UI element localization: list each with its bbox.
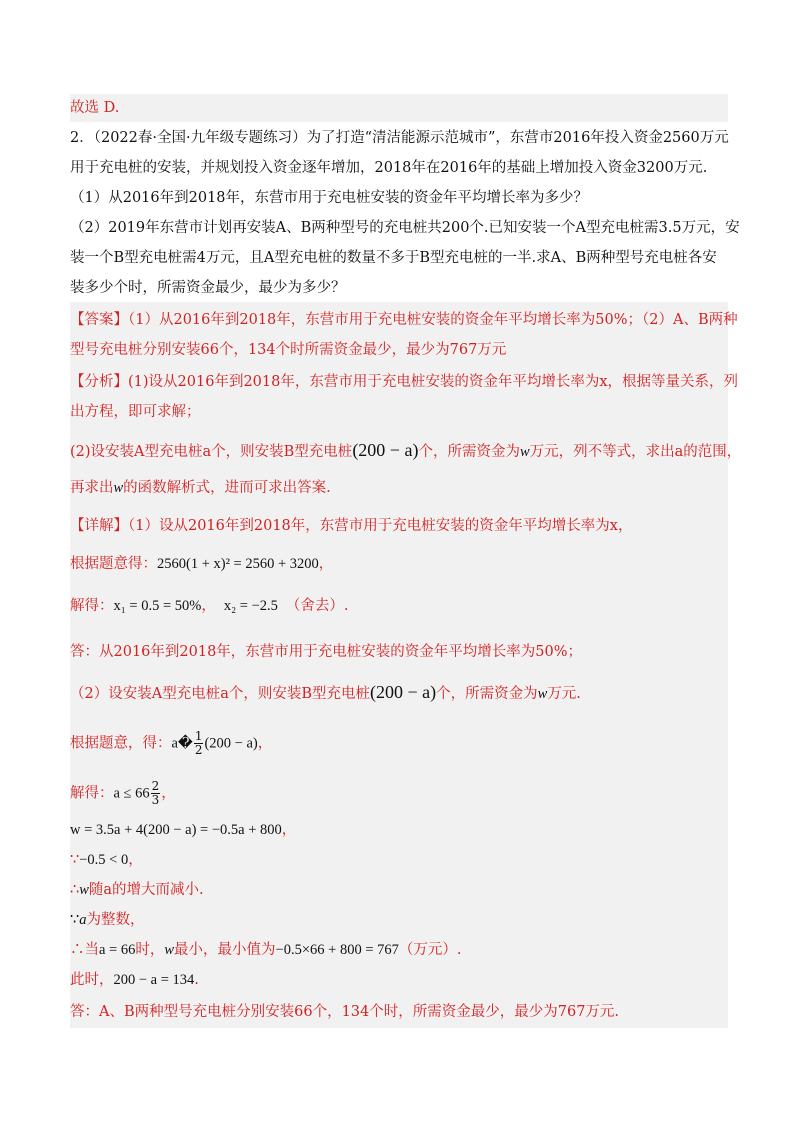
fraction-numerator: 1 [194, 729, 203, 743]
text: ， [281, 822, 297, 838]
fraction-denominator: 3 [151, 793, 160, 807]
detail-line [70, 730, 272, 757]
text: （2）设安装A型充电桩a个，则安装B型充电桩 [70, 686, 370, 702]
math-expr: a ≤ 66 [113, 785, 150, 802]
analysis-line: 出方程，即可求解； [70, 404, 201, 420]
math-var: a [79, 912, 87, 928]
detail-line [70, 970, 199, 990]
question-part-2: 装多少个时，所需资金最少，最少为多少？ [70, 280, 346, 296]
text: 最小，最小值为 [174, 942, 276, 958]
fraction [194, 730, 204, 757]
detail-line: 答：从2016年到2018年，东营市用于充电桩安装的资金年平均增长率为50%； [70, 644, 583, 660]
text: 解得： [70, 785, 114, 802]
analysis-line [70, 478, 331, 498]
text: 解得： [70, 598, 114, 614]
math-var: w [79, 882, 89, 898]
text: ， [201, 598, 216, 614]
detail-line [70, 940, 462, 960]
detail-line [70, 850, 143, 870]
text: 随a的增大而减小. [88, 882, 204, 898]
math-root: x₂ = −2.5 [223, 598, 278, 614]
math-var: w [537, 686, 548, 702]
analysis-line [70, 440, 741, 462]
text: ， [128, 852, 143, 868]
math-equation: 2560(1 + x)² = 2560 + 3200 [157, 556, 319, 572]
math-var: w [519, 444, 530, 460]
math-equation: w = 3.5a + 4(200 − a) = −0.5a + 800 [70, 822, 282, 838]
math-expr: (200 − a) [352, 440, 419, 460]
text: ， [318, 556, 334, 572]
text: （舍去）. [285, 598, 349, 614]
text: ∵ [70, 852, 80, 868]
math-expr: −0.5×66 + 800 = 767 [275, 942, 399, 958]
fraction-denominator: 2 [194, 743, 203, 757]
answer-line: 【答案】（1）从2016年到2018年，东营市用于充电桩安装的资金年平均增长率为50%；（2）A、B两种 [70, 312, 738, 328]
text: 个，所需资金为 [436, 686, 538, 702]
detail-line [70, 780, 176, 807]
question-part-1: （1）从2016年到2018年，东营市用于充电桩安装的资金年平均增长率为多少？ [70, 190, 589, 206]
detail-line [70, 682, 581, 704]
fraction-numerator: 2 [151, 779, 160, 793]
text: 个，所需资金为 [418, 444, 520, 460]
text: 根据题意，得： [70, 735, 172, 752]
text: 再求出 [70, 480, 114, 496]
math-expr: a� [171, 735, 193, 752]
text: . [194, 972, 199, 988]
analysis-line: 【分析】(1)设从2016年到2018年，东营市用于充电桩安装的资金年平均增长率为x，根据等量关系，列 [70, 374, 739, 390]
text: (2)设安装A型充电桩a个，则安装B型充电桩 [70, 444, 353, 460]
question-part-2: 装一个B型充电桩需4万元，且A型充电桩的数量不多于B型充电桩的一半.求A、B两种型号充电桩各安 [70, 250, 717, 266]
detail-line [70, 596, 349, 616]
detail-line [70, 820, 296, 840]
solution-shade-top [70, 94, 728, 122]
math-var: w [164, 942, 175, 958]
math-root: x₁ = 0.5 = 50% [113, 598, 202, 614]
text: ∵ [70, 912, 80, 928]
answer-line: 型号充电桩分别安装66个，134个时所需资金最少，最少为767万元 [70, 342, 507, 358]
text: ∴ [70, 882, 80, 898]
text: 万元. [547, 686, 581, 702]
text: 的函数解析式，进而可求出答案. [123, 480, 331, 496]
math-expr: a = 66 [99, 942, 136, 958]
text: 此时， [70, 972, 114, 988]
text: （万元）. [398, 942, 462, 958]
text: ， [161, 785, 176, 802]
text: 万元，列不等式，求出a的范围， [529, 444, 742, 460]
final-answer-line: 答：A、B两种型号充电桩分别安装66个，134个时，所需资金最少，最少为767万元. [70, 1004, 620, 1020]
question-text: 用于充电桩的安装，并规划投入资金逐年增加，2018年在2016年的基础上增加投入资金3200万元. [70, 160, 708, 176]
math-expr: (200 − a) [204, 735, 258, 752]
conclusion-line: 故选 D. [70, 100, 120, 116]
detail-line [70, 910, 144, 930]
detail-line [70, 880, 204, 900]
math-expr: (200 − a) [370, 682, 437, 702]
question-part-2: （2）2019年东营市计划再安装A、B两种型号的充电桩共200个.已知安装一个A型充电桩需3.5万元，安 [70, 220, 740, 236]
text: 根据题意得： [70, 556, 157, 572]
text: 时， [135, 942, 165, 958]
question-text: 2．（2022春·全国·九年级专题练习）为了打造“清洁能源示范城市”，东营市2016年投入资金2560万元 [70, 130, 729, 146]
detail-line [70, 554, 333, 574]
math-inequality: −0.5 < 0 [79, 852, 129, 868]
math-var: w [113, 480, 124, 496]
text: ∴当 [70, 942, 99, 958]
text: ， [257, 735, 273, 752]
math-equation: 200 − a = 134 [113, 972, 195, 988]
fraction [151, 780, 161, 807]
text: 为整数， [86, 912, 145, 928]
detail-line: 【详解】（1）设从2016年到2018年，东营市用于充电桩安装的资金年平均增长率为x， [70, 518, 633, 534]
